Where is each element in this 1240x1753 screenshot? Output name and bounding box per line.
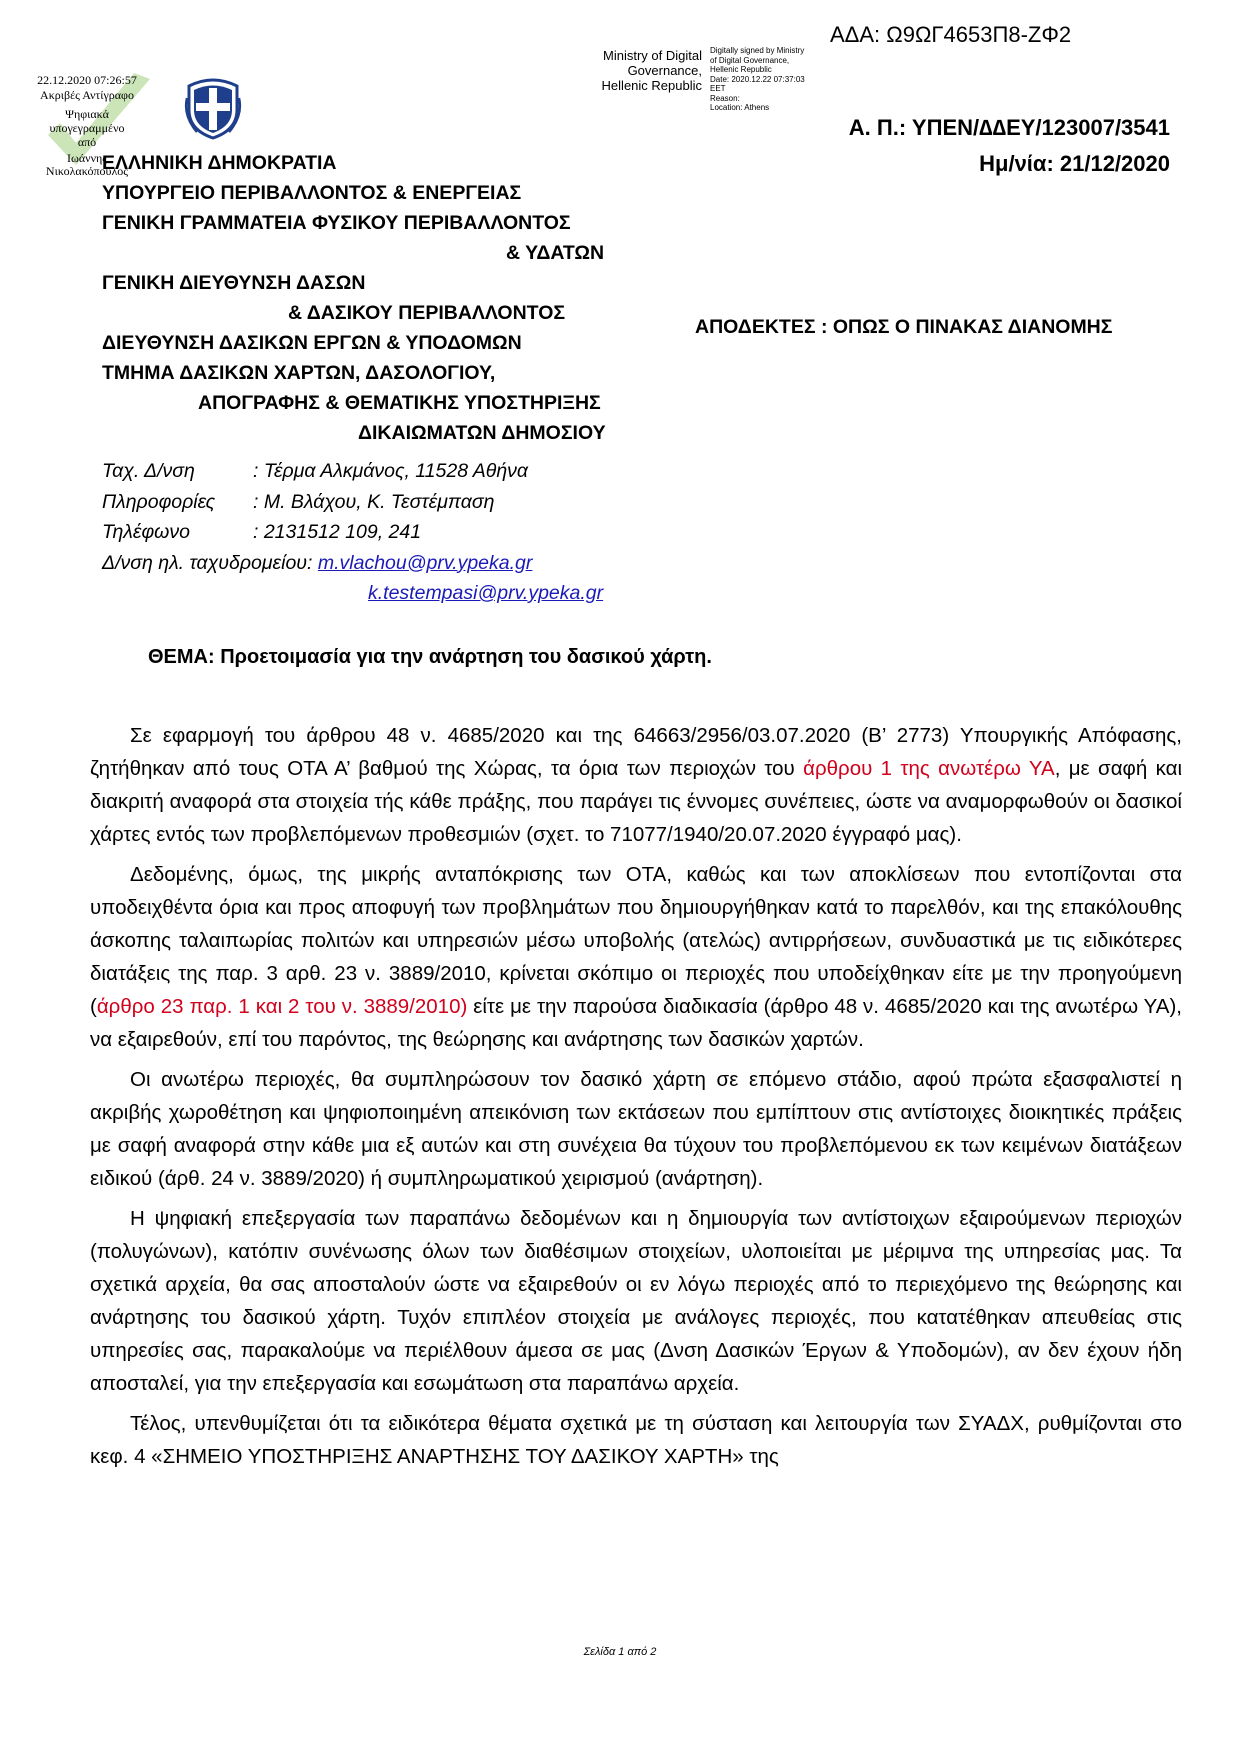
paragraph-text: Δεδομένης, όμως, της μικρής ανταπόκρισης των ΟΤΑ, καθώς και των αποκλίσεων που εντοπίζονται στα υποδειχθέντα όρια και προς αποφυγή των προβλημάτων που δημιουργήθηκαν κατά το παρελθόν, και της επακόλουθης άσκοπης ταλαιπωρίας πολιτών και υπηρεσιών μέσω υποβολής (ατελώς) αντιρρήσεων, συνδυαστικά με τις ειδικότερες διατάξεις της παρ. 3 αρθ. 23 ν. 3889/2010, κρίνεται σκόπιμο οι περιοχές που υποδείχθηκαν είτε με την προηγούμενη ( [90,863,1182,1018]
contact-row-info [102,487,603,518]
stamp-line: Ιωάννης [66,151,108,165]
org-line: ΔΙΚΑΙΩΜΑΤΩΝ ΔΗΜΟΣΙΟΥ [358,422,606,444]
issuer-line: Ministry of Digital [603,48,702,63]
paragraph-text: είτε με την παρούσα διαδικασία (άρθρο 48 ν. 4685/2020 και της ανωτέρω ΥΑ), να εξαιρεθούν, επί του παρόντος, της θεώρησης και ανάρτησης των δασικών χαρτών. [90,995,1182,1051]
email-label: Δ/νση ηλ. ταχυδρομείου: [102,551,313,574]
stamp-line: Ακριβές Αντίγραφο [40,88,134,102]
highlighted-reference: άρθρου 1 της ανωτέρω ΥΑ [803,757,1055,780]
phone-label: Τηλέφωνο [102,521,190,543]
email-link-vlachou[interactable]: m.vlachou@prv.ypeka.gr [317,551,533,574]
info-label: Πληροφορίες [102,490,216,513]
page-footer: Σελίδα 1 από 2 [583,1646,657,1658]
signature-meta-line: of Digital Governance, [710,55,790,65]
contact-row-email [102,548,603,579]
protocol-number: Α. Π.: ΥΠΕΝ/∆∆ΕΥ/123007/3541 [848,115,1170,140]
organization-header [102,148,642,448]
body-paragraph: Η ψηφιακή επεξεργασία των παραπάνω δεδομένων και η δημιουργία των αντίστοιχων εξαιρούμενων περιοχών (πολυγώνων), κατόπιν συνένωσης όλων των διαθέσιμων στοιχείων, υλοποιείται με μέριμνα της υπηρεσίας μας. Τα σχετικά αρχεία, θα σας αποσταλούν ώστε να εξαιρεθούν οι εν λόγω περιοχές από το περιεχόμενο της θεώρησης και ανάρτησης του δασικού χάρτη. Τυχόν επιπλέον στοιχεία με ανάλογες περιοχές, που κατατέθηκαν απευθείας στις υπηρεσίες σας, παρακαλούμε να περιέλθουν άμεσα σε μας (Δνση Δασικών Έργων & Υποδομών), αν δεν έχουν ήδη αποσταλεί, για την επεξεργασία και εσωμάτωση στα παραπάνω αρχεία. [90,1207,1182,1395]
stamp-signer: Νικολακόπουλος [45,164,129,178]
ada-code: ΑΔΑ: Ω9ΩΓ4653Π8-ΖΦ2 [830,22,1072,47]
org-line: ΥΠΟΥΡΓΕΙΟ ΠΕΡΙΒΑΛΛΟΝΤΟΣ & ΕΝΕΡΓΕΙΑΣ [102,182,522,204]
issuer-line: Hellenic Republic [601,78,702,93]
signature-meta-line: Digitally signed by Ministry [710,46,805,55]
signature-meta-line: Location: Athens [710,103,770,112]
signature-issuer [584,48,702,93]
document-date: Ημ/νία: 21/12/2020 [979,151,1170,176]
signature-metadata [710,46,830,113]
issuer-line: Governance, [627,63,702,78]
letter-body [90,719,1182,1480]
protocol-block [700,110,1170,182]
info-value: : Μ. Βλάχου, Κ. Τεστέμπαση [253,490,495,513]
body-paragraph: Τέλος, υπενθυμίζεται ότι τα ειδικότερα θέματα σχετικά με τη σύσταση και λειτουργία των ΣΥΑΔΧ, ρυθμίζονται στο κεφ. 4 «ΣΗΜΕΙΟ ΥΠΟΣΤΗΡΙΞΗΣ ΑΝΑΡΤΗΣΗΣ ΤΟΥ ΔΑΣΙΚΟΥ ΧΑΡΤΗ» της [90,1412,1182,1468]
stamp-line: Ψηφιακά [65,107,109,121]
body-paragraph: Οι ανωτέρω περιοχές, θα συμπληρώσουν τον δασικό χάρτη σε επόμενο στάδιο, αφού πρώτα εξασφαλιστεί η ακριβής χωροθέτηση και ψηφιοποιημένη απεικόνιση των εκτάσεων που εμπίπτουν στις αντίστοιχες διοικητικές πράξεις με σαφή αναφορά στην κάθε μια εξ αυτών και στη συνέχεια θα τύχουν του προβλεπόμενου εκ των κειμένων διατάξεων ειδικού (άρθ. 24 ν. 3889/2020) ή συμπληρωματικού χειρισμού (ανάρτηση). [90,1068,1182,1190]
org-line: & ΥΔΑΤΩΝ [506,242,605,264]
org-line: ΓΕΝΙΚΗ ΓΡΑΜΜΑΤΕΙΑ ΦΥΣΙΚΟΥ ΠΕΡΙΒΑΛΛΟΝΤΟΣ [102,212,571,234]
body-paragraph [90,858,1182,1056]
signature-meta-line: Reason: [710,93,740,103]
signature-meta-line: Date: 2020.12.22 07:37:03 [710,74,805,84]
body-paragraph [90,719,1182,851]
contact-row-address [102,456,603,487]
org-line: ΑΠΟΓΡΑΦΗΣ & ΘΕΜΑΤΙΚΗΣ ΥΠΟΣΤΗΡΙΞΗΣ [198,392,601,414]
org-line: ΤΜΗΜΑ ΔΑΣΙΚΩΝ ΧΑΡΤΩΝ, ΔΑΣΟΛΟΓΙΟΥ, [102,362,496,384]
phone-value: : 2131512 109, 241 [253,521,422,543]
stamp-line: υπογεγραμμένο [49,121,125,135]
greek-emblem-icon [183,76,243,140]
stamp-date: 22.12.2020 07:26:57 [37,73,137,87]
signature-meta-line: EET [710,84,726,93]
org-line: ΓΕΝΙΚΗ ΔΙΕΥΘΥΝΣΗ ΔΑΣΩΝ [102,272,366,294]
address-label: Ταχ. Δ/νση [102,460,195,482]
contact-details [102,456,603,609]
stamp-line: από [77,135,97,149]
paragraph-text: , με σαφή και διακριτή αναφορά στα στοιχεία τής κάθε πράξης, που παράγει τις έννομες συνέπειες, ώστε να αναμορφωθούν οι δασικοί χάρτες εντός των προβλεπόμενων προθεσμιών (σχετ. το 71077/1940/20.07.2020 έγγραφό μας). [90,757,1182,846]
address-value: : Τέρμα Αλκμάνος, 11528 Αθήνα [253,460,529,482]
contact-row-email2 [102,578,603,609]
highlighted-reference: άρθρο 23 παρ. 1 και 2 του ν. 3889/2010) [96,995,468,1018]
org-line: ΔΙΕΥΘΥΝΣΗ ΔΑΣΙΚΩΝ ΕΡΓΩΝ & ΥΠΟΔΟΜΩΝ [102,332,522,354]
recipients-line: ΑΠΟΔΕΚΤΕΣ : ΟΠΩΣ Ο ΠΙΝΑΚΑΣ ΔΙΑΝΟΜΗΣ [695,316,1113,338]
subject-line: ΘΕΜΑ: Προετοιμασία για την ανάρτηση του δασικού χάρτη. [148,646,712,668]
email-link-testempasi[interactable]: k.testempasi@prv.ypeka.gr [368,582,604,604]
paragraph-text: Σε εφαρμογή του άρθρου 48 ν. 4685/2020 και της 64663/2956/03.07.2020 (Β’ 2773) Υπουργικής Απόφασης, ζητήθηκαν από τους ΟΤΑ Α’ βαθμού της Χώρας, τα όρια των περιοχών του [90,724,1182,780]
signature-meta-line: Hellenic Republic [710,65,772,74]
contact-row-phone [102,517,603,548]
org-line: ΕΛΛΗΝΙΚΗ ΔΗΜΟΚΡΑΤΙΑ [102,152,337,174]
org-line: & ΔΑΣΙΚΟΥ ΠΕΡΙΒΑΛΛΟΝΤΟΣ [288,302,566,324]
